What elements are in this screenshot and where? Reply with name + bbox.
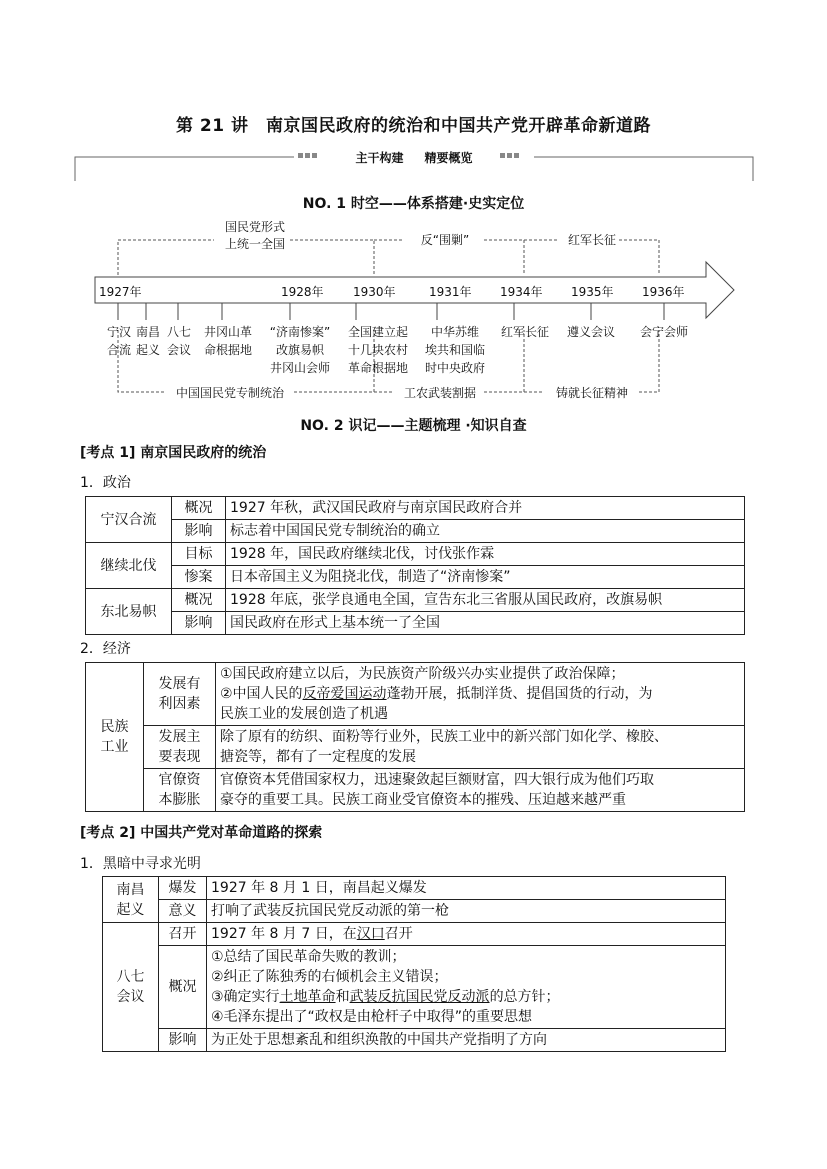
group-label: 八七 会议 xyxy=(103,923,159,1052)
row-label: 影响 xyxy=(172,520,226,543)
row-label: 发展有 利因素 xyxy=(144,663,216,726)
row-value: 除了原有的纺织、面粉等行业外，民族工业中的新兴部门如化学、橡胶、 搪瓷等，都有了一定程度的发展 xyxy=(216,726,745,769)
row-label: 影响 xyxy=(159,1029,207,1052)
timeline xyxy=(94,220,739,405)
row-value: ①国民政府建立以后，为民族资产阶级兴办实业提供了政治保障； ②中国人民的反帝爱国运动蓬勃开展，抵制洋货、提倡国货的行动，为 民族工业的发展创造了机遇 xyxy=(216,663,745,726)
row-value: 官僚资本凭借国家权力，迅速聚敛起巨额财富，四大银行成为他们巧取 豪夺的重要工具。民族工商业受官僚资本的摧残、压迫越来越严重 xyxy=(216,769,745,812)
row-value: 为正处于思想紊乱和组织涣散的中国共产党指明了方向 xyxy=(207,1029,726,1052)
row-value: 标志着中国国民党专制统治的确立 xyxy=(226,520,745,543)
timeline-event: 合流 xyxy=(106,343,131,357)
timeline-event: “济南惨案” xyxy=(269,325,331,339)
revolution-table xyxy=(102,876,726,1052)
row-label: 概况 xyxy=(159,946,207,1029)
timeline-year: 1931年 xyxy=(429,285,472,299)
timeline-event: 会议 xyxy=(166,343,191,357)
timeline-event: 命根据地 xyxy=(203,343,252,357)
timeline-event: 起义 xyxy=(135,343,160,357)
politics-table xyxy=(85,496,745,635)
row-label: 发展主 要表现 xyxy=(144,726,216,769)
group-label: 东北易帜 xyxy=(86,589,172,635)
timeline-event: 埃共和国临 xyxy=(424,343,485,357)
group-label: 民族 工业 xyxy=(86,663,144,812)
politics-heading: 1．政治 xyxy=(80,475,131,491)
timeline-event: 南昌 xyxy=(135,325,160,339)
timeline-bottom-label: 铸就长征精神 xyxy=(555,386,628,400)
timeline-year: 1928年 xyxy=(281,285,324,299)
banner-left: 主干构建 xyxy=(355,151,404,165)
timeline-event: 全国建立起 xyxy=(347,325,408,339)
timeline-event: 井冈山革 xyxy=(203,325,252,339)
no2-heading: NO. 2 识记——主题梳理 ·知识自查 xyxy=(300,418,527,434)
row-label: 召开 xyxy=(159,923,207,946)
row-value: ①总结了国民革命失败的教训； ②纠正了陈独秀的右倾机会主义错误； ③确定实行土地革命和武装反抗国民党反动派的总方针； ④毛泽东提出了“政权是由枪杆子中取得”的重要思想 xyxy=(207,946,726,1029)
timeline-event: 红军长征 xyxy=(500,325,549,339)
timeline-top-label: 红军长征 xyxy=(567,233,616,247)
row-label: 官僚资 本膨胀 xyxy=(144,769,216,812)
section-banner xyxy=(74,148,754,182)
timeline-event: 时中央政府 xyxy=(424,361,485,375)
row-value: 1928 年底，张学良通电全国，宣告东北三省服从国民政府，改旗易帜 xyxy=(226,589,745,612)
kaodian2-heading: [考点 2] 中国共产党对革命道路的探索 xyxy=(80,825,323,841)
row-value: 国民政府在形式上基本统一了全国 xyxy=(226,612,745,635)
timeline-event: 井冈山会师 xyxy=(269,361,330,375)
timeline-year: 1930年 xyxy=(353,285,396,299)
timeline-bottom-label: 中国国民党专制统治 xyxy=(175,386,284,400)
row-label: 意义 xyxy=(159,900,207,923)
timeline-event: 十几块农村 xyxy=(347,343,408,357)
timeline-event: 中华苏维 xyxy=(430,325,479,339)
economy-table xyxy=(85,662,745,812)
economy-heading: 2．经济 xyxy=(80,641,131,657)
timeline-year: 1935年 xyxy=(571,285,614,299)
kaodian1-heading: [考点 1] 南京国民政府的统治 xyxy=(80,445,267,461)
darkness-heading: 1．黑暗中寻求光明 xyxy=(80,856,201,872)
timeline-top-label: 上统一全国 xyxy=(224,237,285,251)
timeline-year: 1927年 xyxy=(99,285,142,299)
page-title: 第 21 讲 南京国民政府的统治和中国共产党开辟革命新道路 xyxy=(176,116,651,136)
timeline-event: 革命根据地 xyxy=(347,361,408,375)
timeline-year: 1934年 xyxy=(500,285,543,299)
row-label: 惨案 xyxy=(172,566,226,589)
timeline-top-label: 反“围剿” xyxy=(420,233,470,247)
timeline-event: 八七 xyxy=(166,325,191,339)
row-value: 1927 年 8 月 1 日，南昌起义爆发 xyxy=(207,877,726,900)
group-label: 继续北伐 xyxy=(86,543,172,589)
banner-right: 精要概览 xyxy=(424,151,473,165)
group-label: 南昌 起义 xyxy=(103,877,159,923)
row-label: 爆发 xyxy=(159,877,207,900)
row-value: 日本帝国主义为阻挠北伐，制造了“济南惨案” xyxy=(226,566,745,589)
row-value: 1927 年秋，武汉国民政府与南京国民政府合并 xyxy=(226,497,745,520)
timeline-event: 遵义会议 xyxy=(566,325,615,339)
row-label: 概况 xyxy=(172,589,226,612)
row-value: 1928 年，国民政府继续北伐，讨伐张作霖 xyxy=(226,543,745,566)
row-label: 目标 xyxy=(172,543,226,566)
timeline-event: 会宁会师 xyxy=(639,325,688,339)
row-label: 概况 xyxy=(172,497,226,520)
row-value: 1927 年 8 月 7 日，在汉口召开 xyxy=(207,923,726,946)
group-label: 宁汉合流 xyxy=(86,497,172,543)
timeline-top-label: 国民党形式 xyxy=(224,220,285,234)
timeline-event: 宁汉 xyxy=(106,325,131,339)
timeline-bottom-label: 工农武装割据 xyxy=(403,386,476,400)
row-value: 打响了武装反抗国民党反动派的第一枪 xyxy=(207,900,726,923)
row-label: 影响 xyxy=(172,612,226,635)
timeline-year: 1936年 xyxy=(642,285,685,299)
no1-heading: NO. 1 时空——体系搭建·史实定位 xyxy=(302,196,525,212)
timeline-event: 改旗易帜 xyxy=(275,343,324,357)
